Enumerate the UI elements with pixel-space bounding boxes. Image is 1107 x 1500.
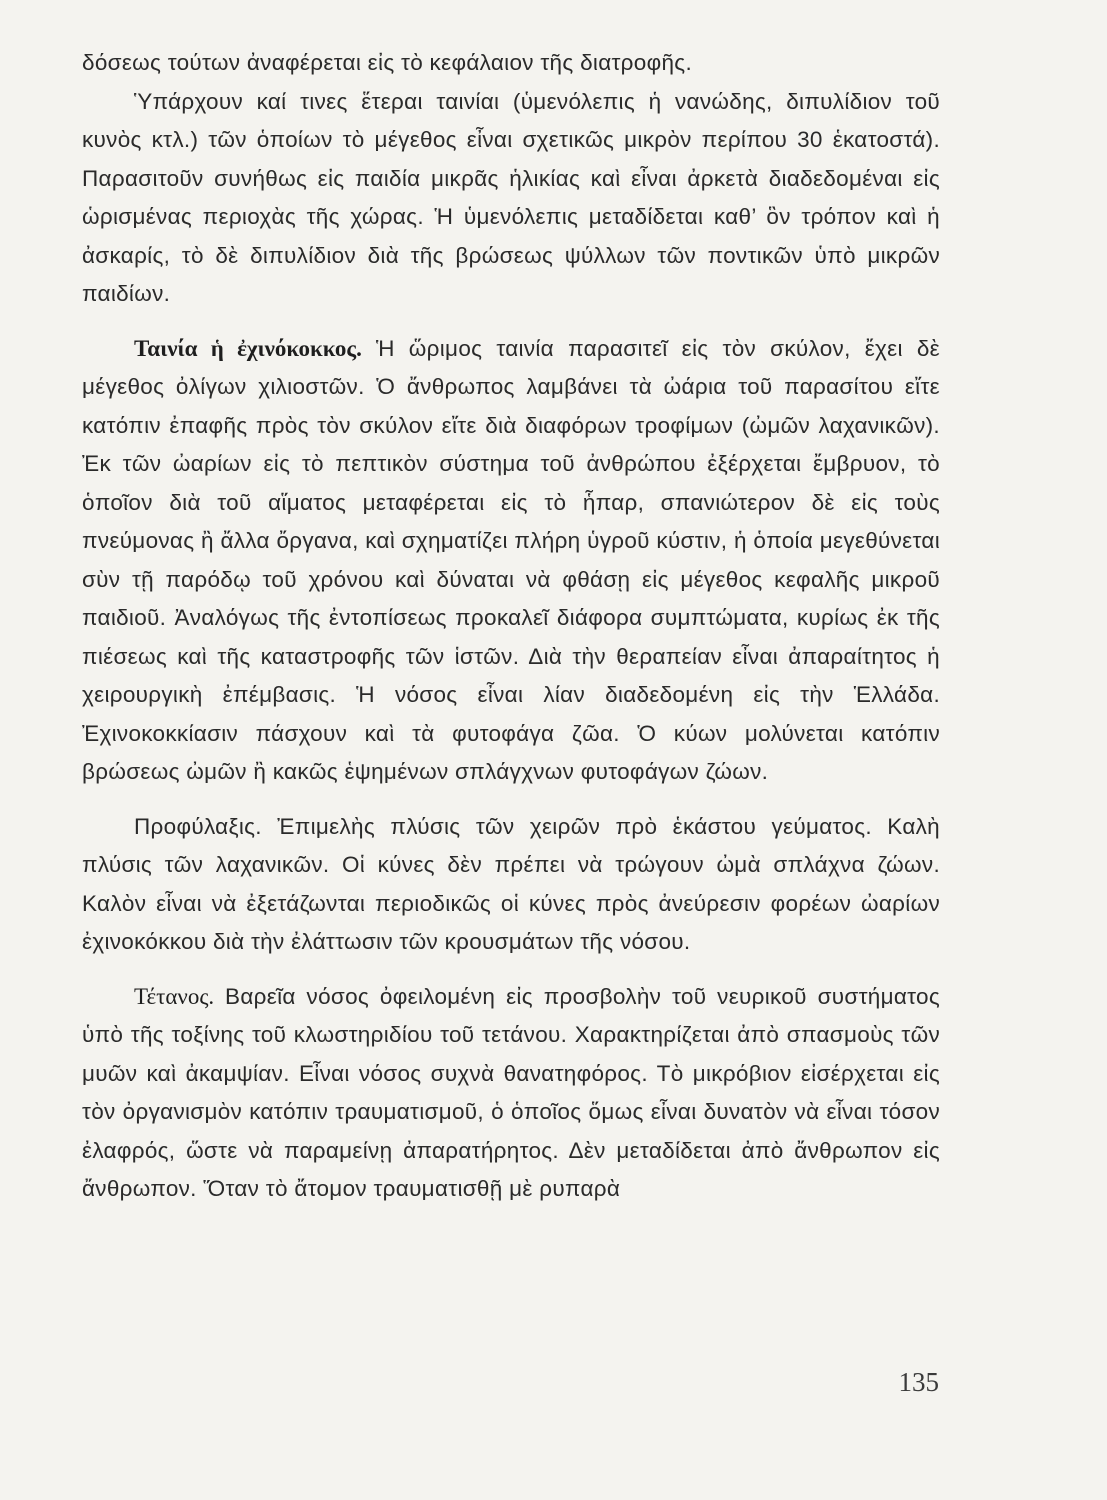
paragraph-continuation xyxy=(82,44,940,83)
section-heading-tetanus: Τέτανος. xyxy=(134,983,215,1009)
paragraph-text: δόσεως τούτων ἀναφέρεται εἰς τὸ κεφάλαιον τῆς διατροφῆς. xyxy=(82,50,692,75)
paragraph-other-tapeworms xyxy=(82,83,940,314)
body-text xyxy=(82,44,940,1209)
paragraph-echinococcus xyxy=(82,330,940,792)
paragraph-text: Ἡ ὥριμος ταινία παρασιτεῖ εἰς τὸν σκύλον, ἔχει δὲ μέγεθος ὀλίγων χιλιοστῶν. Ὁ ἄνθρωπος λαμβάνει τὰ ὠάρια τοῦ παρασίτου εἴτε κατόπιν ἐπαφῆς πρὸς τὸν σκύλον εἴτε διὰ διαφόρων τροφίμων (ὠμῶν λαχανικῶν). Ἐκ τῶν ὠαρίων εἰς τὸ πεπτικὸν σύστημα τοῦ ἀνθρώπου ἐξέρχεται ἔμβρυον, τὸ ὁποῖον διὰ τοῦ αἵματος μεταφέρεται εἰς τὸ ἧπαρ, σπανιώτερον δὲ εἰς τοὺς πνεύμονας ἢ ἄλλα ὄργανα, καὶ σχηματίζει πλήρη ὑγροῦ κύστιν, ἡ ὁποία μεγεθύνεται σὺν τῇ παρόδῳ τοῦ χρόνου καὶ δύναται νὰ φθάσῃ εἰς μέγεθος κεφαλῆς μικροῦ παιδιοῦ. Ἀναλόγως τῆς ἐντοπίσεως προκαλεῖ διάφορα συμπτώματα, κυρίως ἐκ τῆς πιέσεως καὶ τῆς καταστροφῆς τῶν ἱστῶν. Διὰ τὴν θεραπείαν εἶναι ἀπαραίτητος ἡ χειρουργικὴ ἐπέμβασις. Ἡ νόσος εἶναι λίαν διαδεδομένη εἰς τὴν Ἑλλάδα. Ἐχινοκοκκίασιν πάσχουν καὶ τὰ φυτοφάγα ζῶα. Ὁ κύων μολύνεται κατόπιν βρώσεως ὠμῶν ἢ κακῶς ἑψημένων σπλάγχνων φυτοφάγων ζώων. xyxy=(82,335,940,784)
section-heading-echinococcus: Ταινία ἡ ἐχινόκοκκος. xyxy=(134,335,362,361)
paragraph-text: Προφύλαξις. Ἐπιμελὴς πλύσις τῶν χειρῶν πρὸ ἑκάστου γεύματος. Καλὴ πλύσις τῶν λαχανικῶν. Οἱ κύνες δὲν πρέπει νὰ τρώγουν ὠμὰ σπλάχνα ζώων. Καλὸν εἶναι νὰ ἐξετάζωνται περιοδικῶς οἱ κύνες πρὸς ἀνεύρεσιν φορέων ὠαρίων ἐχινοκόκκου διὰ τὴν ἐλάττωσιν τῶν κρουσμάτων τῆς νόσου. xyxy=(82,813,940,954)
paragraph-text: Βαρεῖα νόσος ὀφειλομένη εἰς προσβολὴν τοῦ νευρικοῦ συστήματος ὑπὸ τῆς τοξίνης τοῦ κλωστηριδίου τοῦ τετάνου. Χαρακτηρίζεται ἀπὸ σπασμοὺς τῶν μυῶν καὶ ἀκαμψίαν. Εἶναι νόσος συχνὰ θανατηφόρος. Τὸ μικρόβιον εἰσέρχεται εἰς τὸν ὀργανισμὸν κατόπιν τραυματισμοῦ, ὁ ὁποῖος ὅμως εἶναι δυνατὸν νὰ εἶναι τόσον ἐλαφρός, ὥστε νὰ παραμείνῃ ἀπαρατήρητος. Δὲν μεταδίδεται ἀπὸ ἄνθρωπον εἰς ἄνθρωπον. Ὅταν τὸ ἄτομον τραυματισθῇ μὲ ρυπαρὰ xyxy=(82,983,940,1201)
paragraph-tetanus xyxy=(82,978,940,1209)
page-number: 135 xyxy=(898,1367,939,1397)
paragraph-prevention xyxy=(82,808,940,962)
paragraph-text: Ὑπάρχουν καί τινες ἕτεραι ταινίαι (ὑμενόλεπις ἡ νανώδης, διπυλίδιον τοῦ κυνὸς κτλ.) τῶν ὁποίων τὸ μέγεθος εἶναι σχετικῶς μικρὸν περίπου 30 ἑκατοστά). Παρασιτοῦν συνήθως εἰς παιδία μικρᾶς ἡλικίας καὶ εἶναι ἀρκετὰ διαδεδομέναι εἰς ὡρισμένας περιοχὰς τῆς χώρας. Ἡ ὑμενόλεπις μεταδίδεται καθ’ ὃν τρόπον καὶ ἡ ἀσκαρίς, τὸ δὲ διπυλίδιον διὰ τῆς βρώσεως ψύλλων τῶν ποντικῶν ὑπὸ μικρῶν παιδίων. xyxy=(82,88,940,306)
